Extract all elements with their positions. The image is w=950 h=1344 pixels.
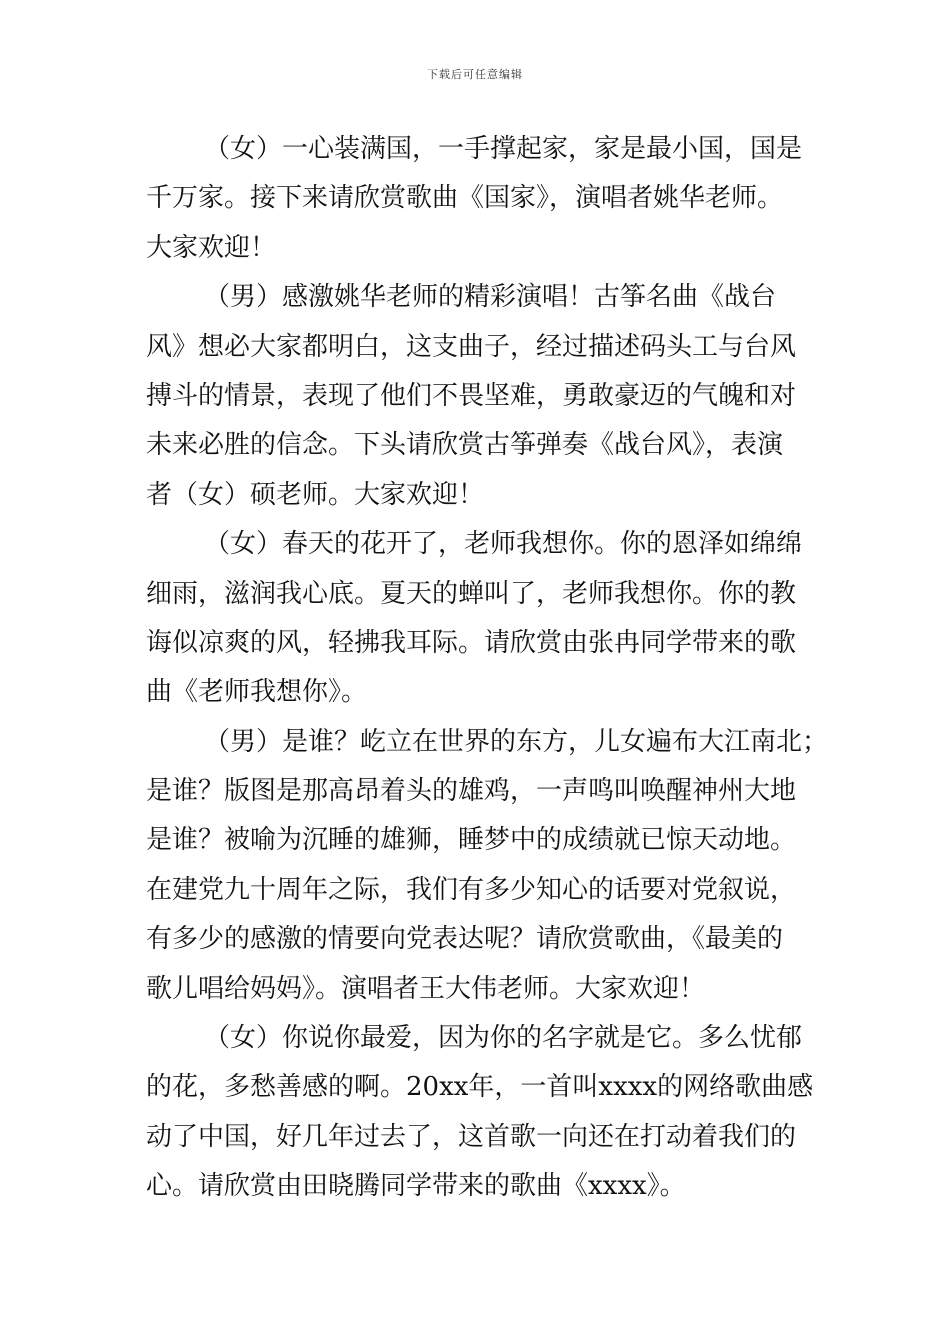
paragraph-line: （女）春天的花开了，老师我想你。你的恩泽如绵绵 (204, 529, 803, 560)
paragraph-line: 搏斗的情景，表现了他们不畏坚难，勇敢豪迈的气魄和对 (146, 380, 797, 411)
paragraph-line: 动了中国，好几年过去了，这首歌一向还在打动着我们的 (146, 1121, 797, 1152)
paragraph-1 (146, 125, 816, 273)
paragraph-line: 未来必胜的信念。下头请欣赏古筝弹奏《战台风》，表演 (146, 430, 784, 461)
paragraph-line: 有多少的感激的情要向党表达呢？请欣赏歌曲，《最美的 (146, 924, 784, 955)
paragraph-line: （女）一心装满国，一手撑起家，家是最小国，国是 (204, 134, 803, 164)
paragraph-4 (146, 718, 829, 1014)
document-body (146, 125, 829, 1212)
paragraph-line: （男）感激姚华老师的精彩演唱！古筝名曲《战台 (204, 282, 777, 313)
paragraph-line: 诲似凉爽的风，轻拂我耳际。请欣赏由张冉同学带来的歌 (146, 627, 797, 658)
paragraph-line: （男）是谁？屹立在世界的东方，儿女遍布大江南北； (204, 726, 829, 757)
paragraph-line: 大家欢迎！ (146, 232, 277, 263)
paragraph-line: 心。请欣赏由田晓腾同学带来的歌曲《xxxx》。 (146, 1171, 686, 1202)
paragraph-line: 者（女）硕老师。大家欢迎！ (146, 479, 485, 510)
paragraph-line: 歌儿唱给妈妈》。演唱者王大伟老师。大家欢迎！ (146, 973, 706, 1004)
paragraph-line: 风》想必大家都明白，这支曲子，经过描述码头工与台风 (146, 331, 797, 362)
page-header: 下载后可任意编辑 (427, 68, 523, 81)
paragraph-line: （女）你说你最爱，因为你的名字就是它。多么忧郁 (204, 1023, 803, 1054)
paragraph-line: 曲《老师我想你》。 (146, 677, 368, 708)
paragraph-line: 的花，多愁善感的啊。20xx年，一首叫xxxx的网络歌曲感 (146, 1072, 814, 1103)
paragraph-line: 是谁？被喻为沉睡的雄狮，睡梦中的成绩就已惊天动地。 (146, 825, 797, 856)
paragraph-line: 在建党九十周年之际，我们有多少知心的话要对党叙说， (146, 874, 797, 905)
paragraph-3 (146, 520, 816, 718)
paragraph-5 (146, 1014, 816, 1212)
paragraph-line: 千万家。接下来请欣赏歌曲《国家》，演唱者姚华老师。 (146, 183, 784, 214)
paragraph-line: 是谁？版图是那高昂着头的雄鸡，一声鸣叫唤醒神州大地 (146, 776, 797, 807)
paragraph-line: 细雨，滋润我心底。夏天的蝉叫了，老师我想你。你的教 (146, 578, 797, 609)
paragraph-2 (146, 273, 816, 520)
